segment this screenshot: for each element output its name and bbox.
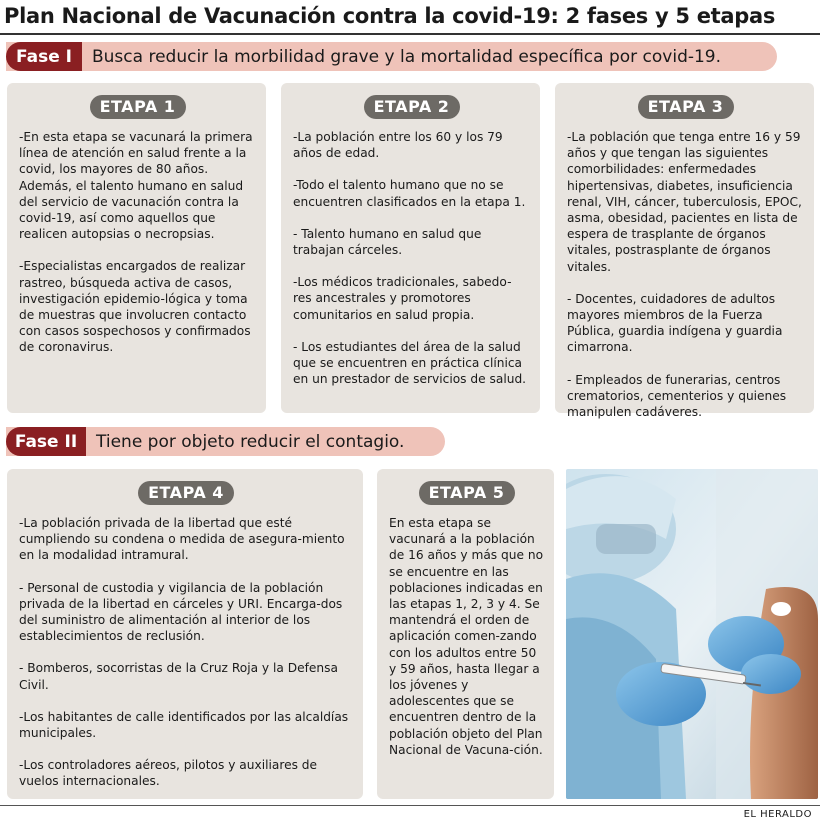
stage-3-label: ETAPA 3 [638,95,734,119]
stage-4-paragraph: - Bomberos, socorristas de la Cruz Roja y la Defensa Civil. [19,661,338,692]
stage-5-paragraph: En esta etapa se vacunará a la población de 16 años y más que no se encuentre en las poblaciones indicadas en las etapas 1, 2, 3 y 4. Se mantendrá el orden de aplicación comen-zando con los adultos entre 50 y 59 años, hasta llegar a los jóvenes y adolescentes que se encuentren dentro de la población objeto del Plan Nacional de Vacuna-ción. [389,516,544,757]
vaccination-photo-icon [566,469,818,799]
stage-2-paragraph: - Talento humano en salud que trabajan cárceles. [293,226,482,258]
stage-2-paragraph: - Los estudiantes del área de la salud que se encuentren en práctica clínica en un prestador de servicios de salud. [293,339,527,387]
phase-2-tag: Fase II [6,427,86,456]
phase-2-description: Tiene por objeto reducir el contagio. [96,431,405,452]
vaccination-photo [566,469,818,799]
phase-1-banner [6,42,777,71]
stage-5-label: ETAPA 5 [419,481,515,505]
phase-2-banner [6,427,445,456]
stage-3-paragraph: - Docentes, cuidadores de adultos mayores miembros de la Fuerza Pública, guardia indígena y guardia cimarrona. [567,291,783,355]
stage-2-label: ETAPA 2 [364,95,460,119]
stage-4-paragraph: -Los controladores aéreos, pilotos y auxiliares de vuelos internacionales. [19,758,318,789]
stage-3-paragraph: -La población que tenga entre 16 y 59 años y que tengan las siguientes comorbilidades: enfermedades hipertensivas, diabetes, insuficiencia renal, VIH, cáncer, tuberculosis, EPOC, asma, obesidad, pacientes en lista de espera de trasplante de órganos vitales, postrasplante de órganos vitales. [567,130,802,274]
stage-1-paragraph: -Especialistas encargados de realizar rastreo, búsqueda activa de casos, investigación epidemio-lógica y toma de muestras que involucren contacto con casos sospechosos y confirmados de coronavirus. [19,259,251,355]
phase-1-tag: Fase I [6,42,82,71]
stage-3-paragraph: - Empleados de funerarias, centros crematorios, cementerios y quienes manipulen cadáveres. [567,372,787,420]
stage-2-paragraph: -La población entre los 60 y los 79 años de edad. [293,130,503,161]
stage-5-card [377,469,554,799]
footer-divider [0,805,820,806]
infographic-title: Plan Nacional de Vacunación contra la covid-19: 2 fases y 5 etapas [4,4,776,28]
stage-1-card [7,83,266,413]
stage-1-label: ETAPA 1 [90,95,186,119]
stage-2-paragraph: -Todo el talento humano que no se encuentren clasificados en la etapa 1. [293,178,526,209]
phase-1-description: Busca reducir la morbilidad grave y la mortalidad específica por covid-19. [92,46,722,67]
stage-4-paragraph: - Personal de custodia y vigilancia de la población privada de la libertad en cárceles y URI. Encarga-dos del suministro de alimentación al interior de los establecimientos de reclusión. [19,580,343,644]
title-divider [0,33,820,35]
stage-1-paragraph: -En esta etapa se vacunará la primera línea de atención en salud frente a la covid, los mayores de 80 años. Además, el talento humano en salud del servicio de vacunación contra la covid-19, así como aquellos que realicen autopsias o necropsias. [19,130,253,242]
publisher-credit: EL HERALDO [743,809,812,820]
stage-4-card [7,469,363,799]
stage-4-paragraph: -La población privada de la libertad que esté cumpliendo su condena o medida de asegura-miento en la modalidad intramural. [19,516,345,563]
stage-3-card [555,83,814,420]
stage-4-label: ETAPA 4 [138,481,234,505]
stage-2-card [281,83,540,413]
stage-4-paragraph: -Los habitantes de calle identificados por las alcaldías municipales. [19,709,349,741]
stage-2-paragraph: -Los médicos tradicionales, sabedo-res ancestrales y promotores comunitarios en salud propia. [293,275,512,322]
